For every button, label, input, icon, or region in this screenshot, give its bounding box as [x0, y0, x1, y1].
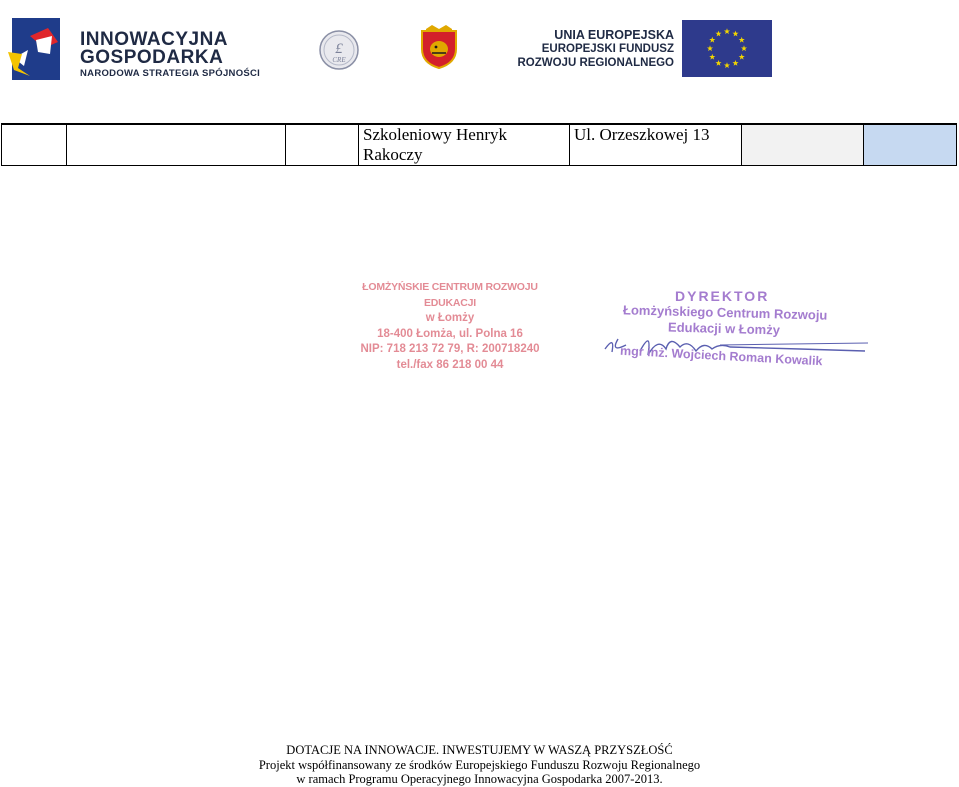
stamp-line: w Łomży — [425, 312, 475, 324]
eu-flag-icon — [682, 20, 772, 77]
table-cell — [67, 124, 286, 166]
footer-line: w ramach Programu Operacyjnego Innowacyjna Gospodarka 2007-2013. — [296, 772, 663, 786]
eu-label-line3: ROZWOJU REGIONALNEGO — [517, 57, 674, 69]
ig-star-icon — [8, 14, 72, 84]
stamp-line: tel./fax 86 218 00 44 — [396, 358, 504, 371]
footer-line: Projekt współfinansowany ze środków Europejskiego Funduszu Rozwoju Regionalnego — [258, 757, 701, 772]
table-cell-highlighted — [864, 124, 957, 166]
crf-logo-icon — [318, 29, 360, 71]
ig-subtitle: NARODOWA STRATEGIA SPÓJNOŚCI — [80, 68, 261, 79]
table-cell — [286, 124, 359, 166]
eu-label-line1: UNIA EUROPEJSKA — [554, 28, 674, 42]
stamp-line: DYREKTOR — [675, 288, 770, 304]
table-cell-organizer: Szkoleniowy Henryk Rakoczy — [359, 124, 570, 166]
ig-title-line2: GOSPODARKA — [80, 47, 224, 68]
footer — [0, 743, 959, 787]
svg-text:CRE: CRE — [332, 56, 346, 64]
table-cell-address: Ul. Orzeszkowej 13 — [570, 124, 742, 166]
table-row — [2, 124, 957, 166]
eu-label — [512, 28, 674, 70]
institution-stamp — [340, 280, 560, 373]
svg-text:£: £ — [335, 41, 343, 57]
stamp-line: ŁOMŻYŃSKIE CENTRUM ROZWOJU EDUKACJI — [362, 281, 538, 309]
eu-label-line2: EUROPEJSKI FUNDUSZ — [541, 43, 674, 55]
stamp-line: mgr inż. Wojciech Roman Kowalik — [619, 343, 823, 369]
stamp-line: NIP: 718 213 72 79, R: 200718240 — [360, 343, 540, 355]
ig-title-line1: INNOWACYJNA — [80, 29, 229, 50]
data-table — [1, 123, 957, 166]
table-cell — [2, 124, 67, 166]
stamp-line: Edukacji w Łomży — [667, 319, 781, 338]
coat-of-arms-icon — [418, 25, 460, 69]
stamp-line: 18-400 Łomża, ul. Polna 16 — [377, 327, 523, 340]
footer-line: DOTACJE NA INNOWACJE. INWESTUJEMY W WASZĄ PRZYSZŁOŚĆ — [286, 743, 673, 757]
table-cell-shaded — [742, 124, 864, 166]
stamp-line: Łomżyńskiego Centrum Rozwoju — [622, 302, 828, 323]
innowacyjna-gospodarka-logo — [8, 14, 270, 84]
